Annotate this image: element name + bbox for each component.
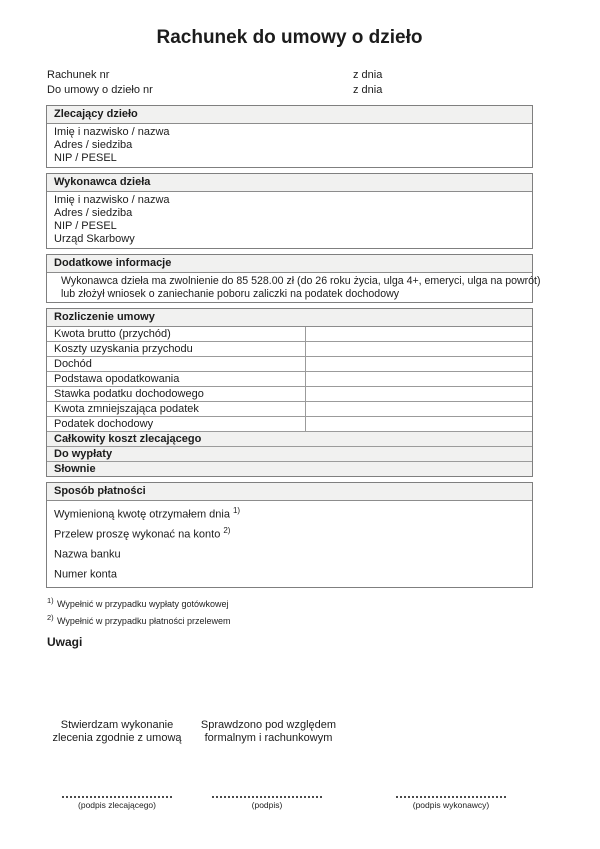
section-contractor-body — [47, 192, 532, 248]
section-client — [46, 105, 533, 168]
section-additional-info-title: Dodatkowe informacje — [47, 255, 532, 273]
contractor-name-label: Imię i nazwisko / nazwa — [54, 194, 170, 206]
signature-line-contractor — [396, 780, 506, 798]
settlement-value-cell — [306, 387, 532, 401]
signature-checker — [212, 780, 322, 810]
signature-line-checker — [212, 780, 322, 798]
contractor-tax-office-label: Urząd Skarbowy — [54, 233, 135, 245]
confirmation-statement-check — [186, 719, 351, 744]
contract-date-label: z dnia — [353, 84, 383, 96]
settlement-value-cell — [306, 372, 532, 386]
section-payment-title: Sposób płatności — [47, 483, 532, 501]
settlement-row-gross — [47, 327, 532, 342]
settlement-row-tax-rate — [47, 387, 532, 402]
payment-transfer-row — [47, 523, 532, 543]
settlement-row-tax-reduction — [47, 402, 532, 417]
footnote-ref-1: 1) — [232, 506, 241, 515]
client-name-label: Imię i nazwisko / nazwa — [54, 126, 170, 138]
signature-line-client — [62, 780, 172, 798]
client-address-label: Adres / siedziba — [54, 139, 133, 151]
invoice-number-row — [46, 68, 533, 83]
confirmation-statement-client-line-1: Stwierdzam wykonanie — [60, 719, 174, 731]
payment-cash-received-label: Wymienioną kwotę otrzymałem dnia — [54, 508, 230, 521]
contractor-address-label: Adres / siedziba — [54, 207, 133, 219]
settlement-row-tax-base — [47, 372, 532, 387]
contract-number-label: Do umowy o dzieło nr — [47, 84, 153, 96]
signature-caption-contractor: (podpis wykonawcy) — [412, 800, 490, 810]
settlement-label: Koszty uzyskania przychodu — [47, 342, 306, 356]
client-nip-pesel-label: NIP / PESEL — [54, 152, 117, 164]
payment-bank-name-label: Nazwa banku — [54, 548, 121, 561]
settlement-value-cell — [306, 342, 532, 356]
footnotes-block — [46, 594, 533, 628]
contractor-nip-pesel-label: NIP / PESEL — [54, 220, 117, 232]
section-contractor-title: Wykonawca dzieła — [47, 174, 532, 192]
confirmation-statement-check-line-2: formalnym i rachunkowym — [204, 731, 333, 744]
additional-info-line-1: Wykonawca dzieła ma zwolnienie do 85 528.00 zł (do 26 roku życia, ulga 4+, emeryci, ulga na powrót) — [61, 275, 541, 287]
settlement-label: Podatek dochodowy — [47, 417, 306, 431]
section-client-body — [47, 124, 532, 167]
footnote-2 — [47, 611, 533, 628]
settlement-value-cell — [306, 327, 532, 341]
signature-client — [62, 780, 172, 810]
footnote-1-text: Wypełnić w przypadku wypłaty gotówkowej — [57, 598, 229, 609]
settlement-label: Podstawa opodatkowania — [47, 372, 306, 386]
settlement-value-cell — [306, 417, 532, 431]
signature-caption-client: (podpis zlecającego) — [78, 800, 156, 810]
settlement-label: Stawka podatku dochodowego — [47, 387, 306, 401]
confirmation-statement-client-line-2: zlecenia zgodnie z umową — [52, 731, 182, 744]
footnote-1 — [47, 594, 533, 611]
settlement-label: Kwota zmniejszająca podatek — [47, 402, 306, 416]
section-payment — [46, 482, 533, 588]
payment-bank-name-row — [47, 543, 532, 563]
section-client-title: Zlecający dzieło — [47, 106, 532, 124]
settlement-label: Dochód — [47, 357, 306, 371]
payment-transfer-label: Przelew proszę wykonać na konto — [54, 528, 221, 541]
settlement-value-cell — [306, 402, 532, 416]
footnote-2-text: Wypełnić w przypadku płatności przelewem — [57, 615, 231, 626]
section-settlement — [46, 308, 533, 477]
signature-caption-checker: (podpis) — [251, 800, 283, 810]
settlement-row-income — [47, 357, 532, 372]
reference-block — [46, 68, 533, 98]
payment-account-number-row — [47, 563, 532, 583]
notes-heading: Uwagi — [47, 634, 83, 649]
payment-cash-received-row — [47, 503, 532, 523]
settlement-in-words-row: Słownie — [47, 462, 532, 476]
payment-account-number-label: Numer konta — [54, 569, 117, 582]
section-contractor — [46, 173, 533, 249]
settlement-payout-row: Do wypłaty — [47, 447, 532, 462]
footnote-2-marker: 2) — [47, 612, 54, 622]
invoice-date-label: z dnia — [353, 69, 383, 81]
signature-contractor — [396, 780, 506, 810]
footnote-ref-2: 2) — [223, 526, 231, 536]
contract-number-row — [46, 83, 533, 98]
settlement-total-cost-row: Całkowity koszt zlecającego — [47, 432, 532, 447]
confirmation-statement-client — [37, 719, 197, 744]
document-content — [46, 27, 541, 649]
settlement-row-income-tax — [47, 417, 532, 432]
section-payment-body — [47, 501, 532, 587]
settlement-value-cell — [306, 357, 532, 371]
section-additional-info — [46, 254, 541, 303]
settlement-label: Kwota brutto (przychód) — [47, 327, 306, 341]
confirmation-statement-check-line-1: Sprawdzono pod względem — [200, 719, 337, 731]
additional-info-text — [47, 273, 541, 302]
footnote-1-marker: 1) — [47, 595, 54, 605]
page-title: Rachunek do umowy o dzieło — [156, 27, 423, 48]
section-settlement-title: Rozliczenie umowy — [47, 309, 532, 327]
settlement-row-costs — [47, 342, 532, 357]
additional-info-line-2: lub złożył wniosek o zaniechanie poboru zaliczki na podatek dochodowy — [61, 287, 400, 300]
invoice-number-label: Rachunek nr — [47, 69, 110, 81]
